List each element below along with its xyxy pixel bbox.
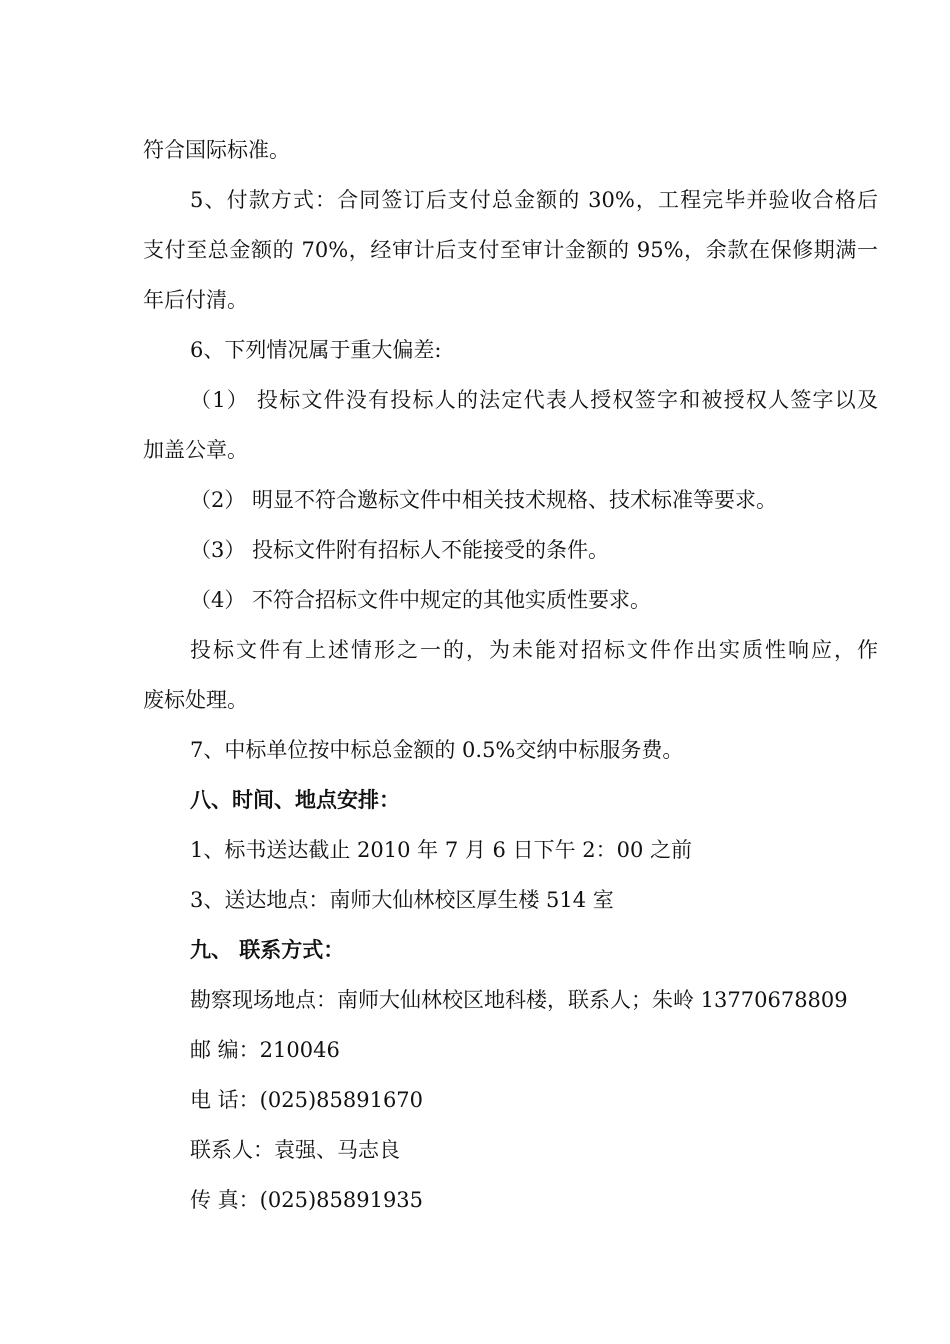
text-line-invalid-bid-end: 废标处理。: [143, 688, 248, 712]
text-line-payment-method: 5、付款方式：合同签订后支付总金额的 30%，工程完毕并验收合格后: [190, 188, 878, 212]
text-line-deviation-1-end: 加盖公章。: [143, 438, 248, 462]
section-heading-contact: 九、 联系方式：: [190, 938, 345, 962]
text-line-deviation-2: （2） 明显不符合邀标文件中相关技术规格、技术标准等要求。: [190, 488, 778, 512]
text-line-major-deviation: 6、下列情况属于重大偏差:: [190, 338, 442, 362]
text-line-payment-continued: 支付至总金额的 70%，经审计后支付至审计金额的 95%，余款在保修期满一: [143, 238, 878, 262]
text-line-service-fee: 7、中标单位按中标总金额的 0.5%交纳中标服务费。: [190, 738, 684, 762]
text-line-payment-end: 年后付清。: [143, 288, 248, 312]
text-line-delivery-location: 3、送达地点：南师大仙林校区厚生楼 514 室: [190, 888, 614, 912]
section-heading-schedule: 八、时间、地点安排：: [190, 788, 400, 812]
text-line-deviation-1: （1） 投标文件没有投标人的法定代表人授权签字和被授权人签字以及: [190, 388, 878, 412]
text-line-site-inspection: 勘察现场地点：南师大仙林校区地科楼，联系人；朱岭 13770678809: [190, 988, 848, 1012]
text-line-postcode: 邮 编：210046: [190, 1038, 340, 1062]
text-line-deadline: 1、标书送达截止 2010 年 7 月 6 日下午 2：00 之前: [190, 838, 693, 862]
text-line-contact-person: 联系人：袁强、马志良: [190, 1138, 400, 1162]
text-line-phone: 电 话：(025)85891670: [190, 1088, 424, 1112]
text-line-fax: 传 真：(025)85891935: [190, 1188, 424, 1212]
text-line-invalid-bid: 投标文件有上述情形之一的，为未能对招标文件作出实质性响应，作: [190, 638, 878, 662]
text-line-deviation-3: （3） 投标文件附有招标人不能接受的条件。: [190, 538, 610, 562]
text-line-standard: 符合国际标准。: [143, 138, 290, 162]
text-line-deviation-4: （4） 不符合招标文件中规定的其他实质性要求。: [190, 588, 652, 612]
